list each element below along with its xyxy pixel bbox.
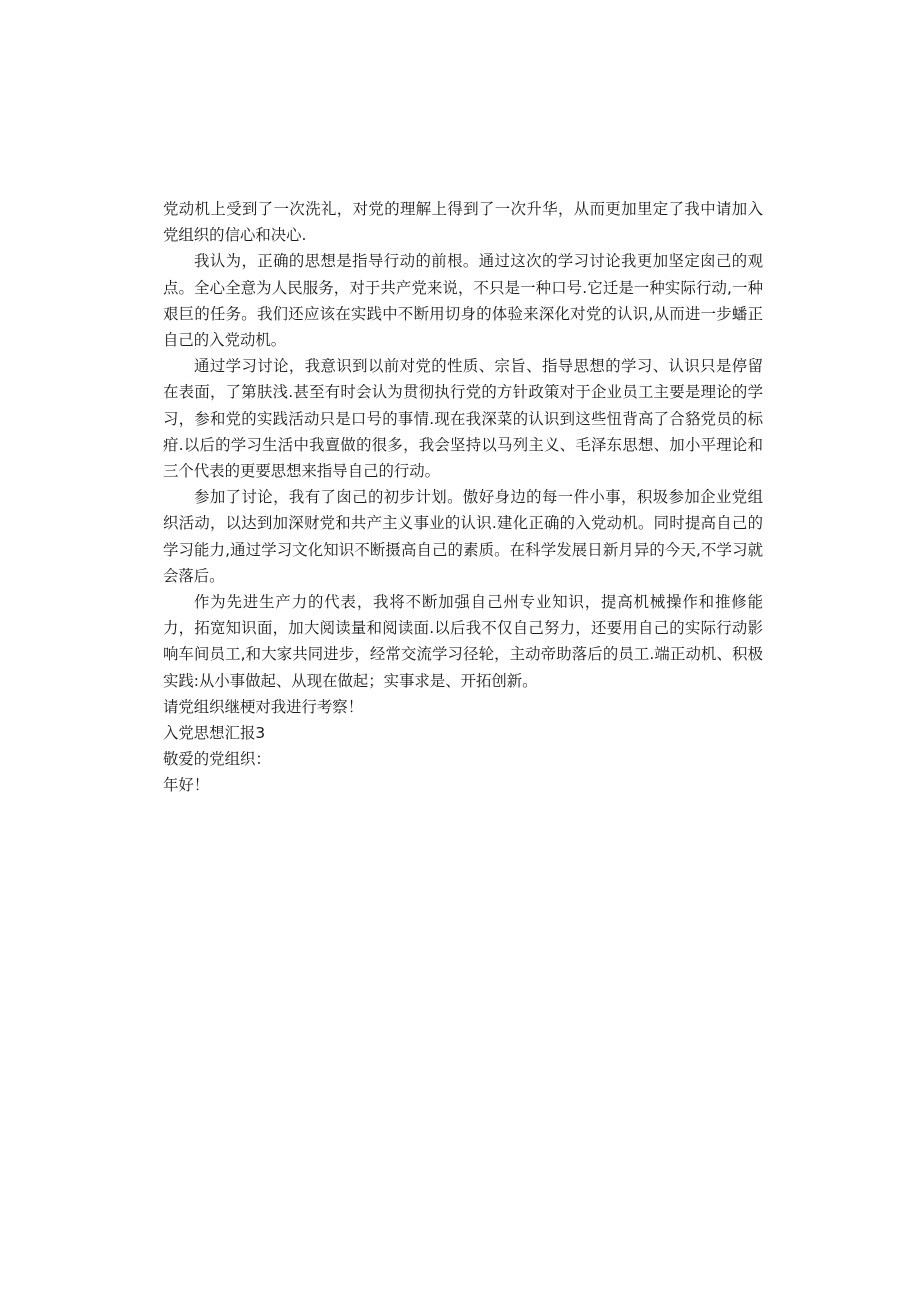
- closing-line: 请党组织继梗对我进行考察！: [163, 697, 364, 716]
- paragraph-personal-plan: 参加了讨论，我有了囱己的初步计划。傲好身边的每一件小事，积圾参加企业党组织活动，以达到加深财党和共产主义事业的认识.建化正确的入党动机。同时提高自己的学习能力,通过学习文化知识不断摄高自己的素质。在科学发展日新月异的今天,不学习就会落后。: [163, 488, 763, 585]
- document-body: [163, 196, 763, 799]
- paragraph-learning-discussion: 通过学习讨论，我意识到以前对党的性质、宗旨、指导思想的学习、认识只是停留在表面，了第肤浅.甚至有时会认为贯彻执行党的方针政策对于企业员工主要是理论的学习，参和党的实践活动只是口号的事情.现在我深菜的认识到这些忸背高了合貉党员的标疳.以后的学习生活中我亶做的很多，我会坚持以马列主义、毛泽东思想、加小平理论和三个代表的更要思想来指导自己的行动。: [163, 357, 763, 481]
- salutation: 敬爱的党组织：: [163, 750, 271, 769]
- greeting: 年好！: [163, 776, 210, 795]
- paragraph-correct-thinking: 我认为，正确的思想是指导行动的前根。通过这次的学习讨论我更加坚定囱己的观点。全心全意为人民服务，对于共产党来说，不只是一种口号.它迁是一种实际行动,一种艰巨的任务。我们还应该在实践中不断用切身的体验来深化对党的认识,从而进一步蟠正自己的入党动机。: [163, 252, 763, 350]
- paragraph-continuation: 党动机上受到了一次洗礼，对党的理解上得到了一次升华，从而更加里定了我中请加入党组织的信心和决心.: [163, 200, 763, 245]
- report-title: 入党思想汇报3: [163, 724, 266, 743]
- paragraph-productivity: 作为先进生产力的代表，我将不断加强自己州专业知识，提高机械操作和推修能力，拓宽知识面，加大阅读量和阅读面.以后我不仅自己努力，还要用自己的实际行动影响车间员工,和大家共同进步，经常交流学习径轮，主动帝助落后的员工.端正动机、积极实践:从小事做起、从现在做起；实事求是、开拓创新。: [163, 593, 763, 690]
